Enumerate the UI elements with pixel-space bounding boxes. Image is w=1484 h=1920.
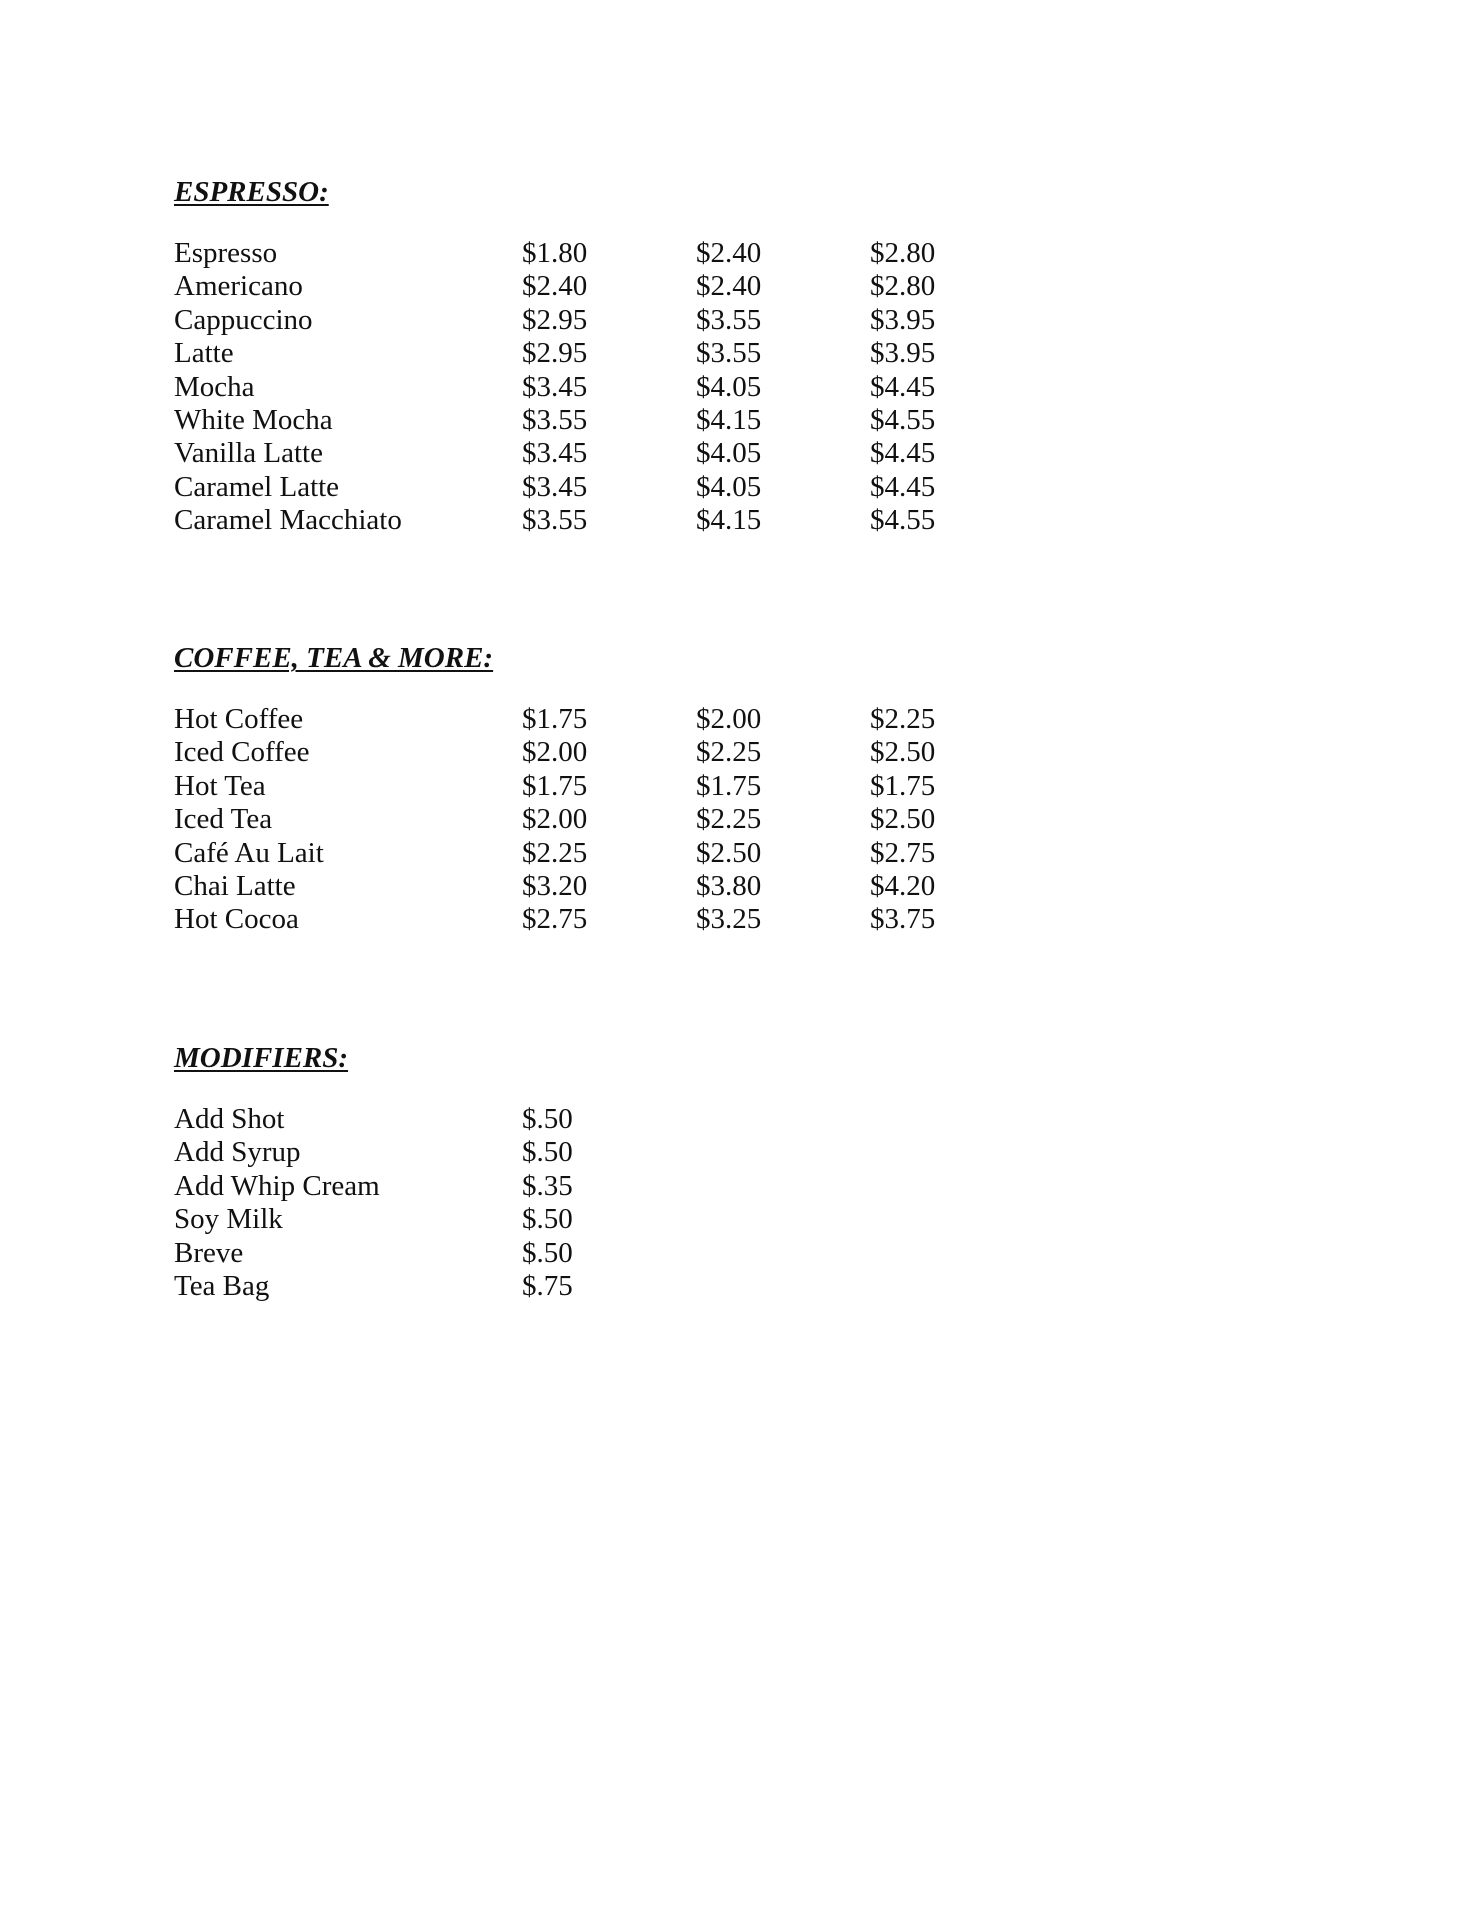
price-large: $2.80 (870, 237, 936, 269)
item-name: Hot Cocoa (174, 903, 299, 936)
item-name: Add Shot (174, 1103, 285, 1135)
price-small: $3.45 (522, 437, 588, 470)
price-small: $1.75 (522, 703, 588, 735)
item-name: Add Whip Cream (174, 1169, 380, 1202)
item-name: Breve (174, 1236, 244, 1269)
price-large: $3.95 (870, 303, 936, 336)
modifier-item (174, 1236, 573, 1270)
price-large: $4.20 (870, 869, 936, 902)
menu-item (174, 370, 936, 404)
price: $.50 (522, 1203, 573, 1236)
menu-item (174, 270, 936, 303)
item-list (174, 237, 936, 538)
menu-item (174, 470, 936, 504)
price-large: $2.80 (870, 270, 936, 303)
item-name: Vanilla Latte (174, 437, 323, 470)
menu-item (174, 903, 936, 936)
price-large: $4.45 (870, 437, 936, 470)
item-name: Espresso (174, 237, 278, 269)
menu-item (174, 703, 936, 736)
item-name: Caramel Latte (174, 470, 340, 503)
price-large: $4.55 (870, 504, 936, 537)
price-large: $3.75 (870, 903, 936, 936)
price-medium: $3.55 (696, 337, 762, 370)
section-modifiers (174, 1038, 573, 1303)
price-small: $2.00 (522, 803, 588, 836)
price-medium: $2.00 (696, 703, 762, 735)
modifier-item (174, 1203, 573, 1236)
section-heading: COFFEE, TEA & MORE: (174, 642, 494, 674)
item-name: White Mocha (174, 403, 333, 436)
item-name: Caramel Macchiato (174, 504, 402, 537)
price-small: $3.20 (522, 869, 588, 902)
price-small: $3.45 (522, 370, 588, 403)
modifier-item (174, 1269, 573, 1303)
price-medium: $3.25 (696, 903, 762, 936)
price-small: $2.00 (522, 736, 588, 769)
menu-item (174, 803, 936, 836)
price-medium: $3.80 (696, 869, 762, 902)
price-small: $2.25 (522, 836, 588, 869)
item-name: Iced Tea (174, 803, 273, 836)
section-espresso (174, 172, 936, 538)
modifier-item (174, 1103, 573, 1136)
item-name: Iced Coffee (174, 736, 310, 769)
price-small: $2.95 (522, 337, 588, 370)
price-small: $3.55 (522, 504, 588, 537)
price: $.35 (522, 1169, 573, 1202)
price-small: $1.75 (522, 769, 588, 802)
modifier-item (174, 1169, 573, 1203)
price: $.50 (522, 1136, 573, 1169)
item-name: Tea Bag (174, 1269, 270, 1302)
item-name: Café Au Lait (174, 836, 324, 869)
item-name: Mocha (174, 370, 255, 403)
menu-item (174, 869, 936, 903)
price-large: $4.45 (870, 370, 936, 403)
menu-item (174, 303, 936, 337)
price-large: $4.55 (870, 403, 936, 436)
modifier-item (174, 1136, 573, 1169)
price: $.75 (522, 1269, 573, 1302)
price: $.50 (522, 1236, 573, 1269)
price-large: $1.75 (870, 769, 936, 802)
item-name: Hot Tea (174, 769, 266, 802)
menu-item (174, 403, 936, 437)
section-heading: MODIFIERS: (174, 1042, 349, 1074)
item-name: Soy Milk (174, 1203, 283, 1236)
price-small: $3.45 (522, 470, 588, 503)
item-name: Add Syrup (174, 1136, 301, 1169)
price-large: $3.95 (870, 337, 936, 370)
price-medium: $2.25 (696, 736, 762, 769)
price-large: $2.25 (870, 703, 936, 735)
price-large: $2.50 (870, 736, 936, 769)
item-name: Cappuccino (174, 303, 313, 336)
price-large: $2.75 (870, 836, 936, 869)
item-list (174, 1103, 573, 1303)
price-small: $2.75 (522, 903, 588, 936)
price-medium: $2.40 (696, 270, 762, 303)
menu-item (174, 736, 936, 769)
price-medium: $4.05 (696, 470, 762, 503)
price-small: $1.80 (522, 237, 588, 269)
menu-item (174, 836, 936, 870)
price-medium: $4.05 (696, 437, 762, 470)
price-large: $4.45 (870, 470, 936, 503)
price-medium: $2.40 (696, 237, 762, 269)
price-small: $3.55 (522, 403, 588, 436)
price-medium: $2.50 (696, 836, 762, 869)
item-name: Chai Latte (174, 869, 296, 902)
item-name: Americano (174, 270, 303, 303)
price: $.50 (522, 1103, 573, 1135)
price-medium: $4.05 (696, 370, 762, 403)
price-small: $2.40 (522, 270, 588, 303)
item-name: Latte (174, 337, 234, 370)
menu-item (174, 769, 936, 803)
section-heading: ESPRESSO: (174, 176, 329, 208)
price-small: $2.95 (522, 303, 588, 336)
price-large: $2.50 (870, 803, 936, 836)
price-medium: $2.25 (696, 803, 762, 836)
price-medium: $4.15 (696, 403, 762, 436)
price-medium: $4.15 (696, 504, 762, 537)
item-name: Hot Coffee (174, 703, 304, 735)
price-medium: $3.55 (696, 303, 762, 336)
section-coffee-tea (174, 638, 936, 937)
price-medium: $1.75 (696, 769, 762, 802)
menu-item (174, 237, 936, 270)
menu-item (174, 337, 936, 370)
menu-item (174, 504, 936, 537)
menu-item (174, 437, 936, 470)
item-list (174, 703, 936, 937)
